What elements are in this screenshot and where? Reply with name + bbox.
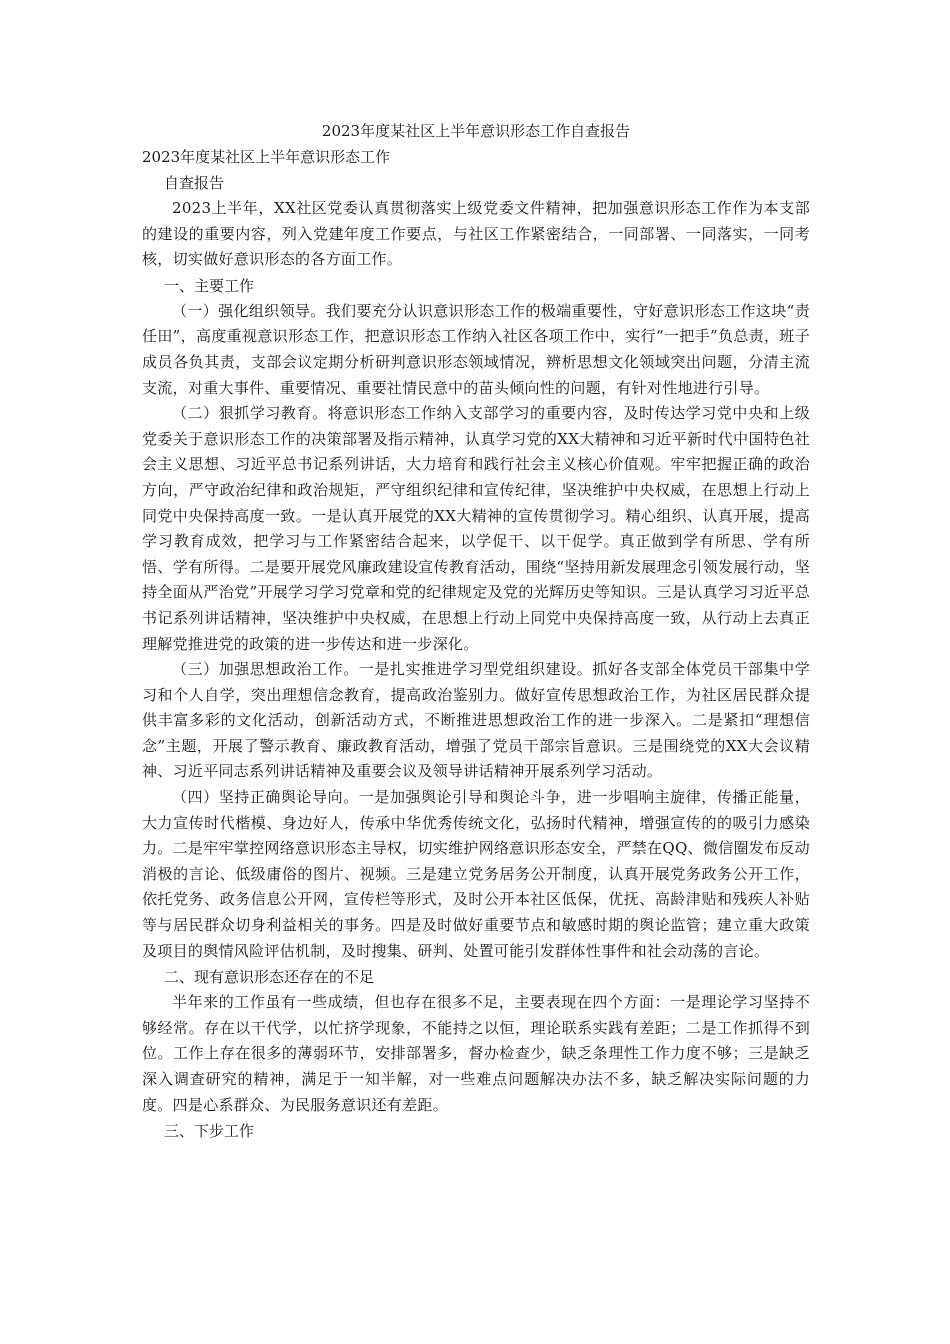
- section3-heading: 三、下步工作: [164, 1122, 255, 1141]
- intro-paragraph: 2023上半年，XX社区党委认真贯彻落实上级党委文件精神，把加强意识形态工作作为本支部的建设的重要内容，列入党建年度工作要点，与社区工作紧密结合，一同部署、一同落实，一同考核，切实做好意识形态的各方面工作。: [142, 199, 810, 269]
- document-title: 2023年度某社区上半年意识形态工作自查报告: [321, 122, 631, 140]
- section2-heading: 二、现有意识形态还存在的不足: [164, 968, 375, 987]
- document-subtitle-line1: 2023年度某社区上半年意识形态工作: [142, 148, 391, 166]
- document-page: [142, 118, 810, 1144]
- section2-paragraph-1: 半年来的工作虽有一些成绩，但也存在很多不足，主要表现在四个方面：一是理论学习坚持不够经常。存在以干代学，以忙挤学现象，不能持之以恒，理论联系实践有差距；二是工作抓得不到位。工作上存在很多的薄弱环节，安排部署多，督办检查少，缺乏条理性工作力度不够；三是缺乏深入调查研究的精神，满足于一知半解，对一些难点问题解决办法不多，缺乏解决实际问题的力度。四是心系群众、为民服务意识还有差距。: [142, 993, 810, 1114]
- section1-paragraph-4: （四）坚持正确舆论导向。一是加强舆论引导和舆论斗争，进一步唱响主旋律，传播正能量，大力宣传时代楷模、身边好人，传承中华优秀传统文化，弘扬时代精神，增强宣传的的吸引力感染力。二是牢牢掌控网络意识形态主导权，切实维护网络意识形态安全，严禁在QQ、微信圈发布反动消极的言论、低级庸俗的图片、视频。三是建立党务居务公开制度，认真开展党务政务公开工作，依托党务、政务信息公开网，宣传栏等形式，及时公开本社区低保，优抚、高龄津贴和残疾人补贴等与居民群众切身利益相关的事务。四是及时做好重要节点和敏感时期的舆论监管；建立重大政策及项目的舆情风险评估机制，及时搜集、研判、处置可能引发群体性事件和社会动荡的言论。: [142, 788, 810, 960]
- section1-paragraph-1: （一）强化组织领导。我们要充分认识意识形态工作的极端重要性，守好意识形态工作这块“责任田”，高度重视意识形态工作，把意识形态工作纳入社区各项工作中，实行“一把手”负总责，班子成员各负其责，支部会议定期分析研判意识形态领域情况，辨析思想文化领域突出问题，分清主流支流，对重大事件、重要情况、重要社情民意中的苗头倾向性的问题，有针对性地进行引导。: [142, 301, 810, 397]
- section1-heading: 一、主要工作: [164, 276, 255, 295]
- document-subtitle-line2: 自查报告: [164, 174, 225, 192]
- section1-paragraph-2: （二）狠抓学习教育。将意识形态工作纳入支部学习的重要内容，及时传达学习党中央和上级党委关于意识形态工作的决策部署及指示精神，认真学习党的XX大精神和习近平新时代中国特色社会主义思想、习近平总书记系列讲话，大力培育和践行社会主义核心价值观。牢牢把握正确的政治方向，严守政治纪律和政治规矩，严守组织纪律和宣传纪律，坚决维护中央权威，在思想上行动上同党中央保持高度一致。一是认真开展党的XX大精神的宣传贯彻学习。精心组织、认真开展，提高学习教育成效，把学习与工作紧密结合起来，以学促干、以干促学。真正做到学有所思、学有所悟、学有所得。二是要开展党风廉政建设宣传教育活动，围绕“坚持用新发展理念引领发展行动，坚持全面从严治党”开展学习学习党章和党的纪律规定及党的光辉历史等知识。三是认真学习习近平总书记系列讲话精神，坚决维护中央权威，在思想上行动上同党中央保持高度一致，从行动上去真正理解党推进党的政策的进一步传达和进一步深化。: [142, 404, 810, 653]
- section1-paragraph-3: （三）加强思想政治工作。一是扎实推进学习型党组织建设。抓好各支部全体党员干部集中学习和个人自学，突出理想信念教育，提高政治鉴别力。做好宣传思想政治工作，为社区居民群众提供丰富多彩的文化活动，创新活动方式，不断推进思想政治工作的进一步深入。二是紧扣“理想信念”主题，开展了警示教育、廉政教育活动，增强了党员干部宗旨意识。三是围绕党的XX大会议精神、习近平同志系列讲话精神及重要会议及领导讲话精神开展系列学习活动。: [142, 660, 810, 781]
